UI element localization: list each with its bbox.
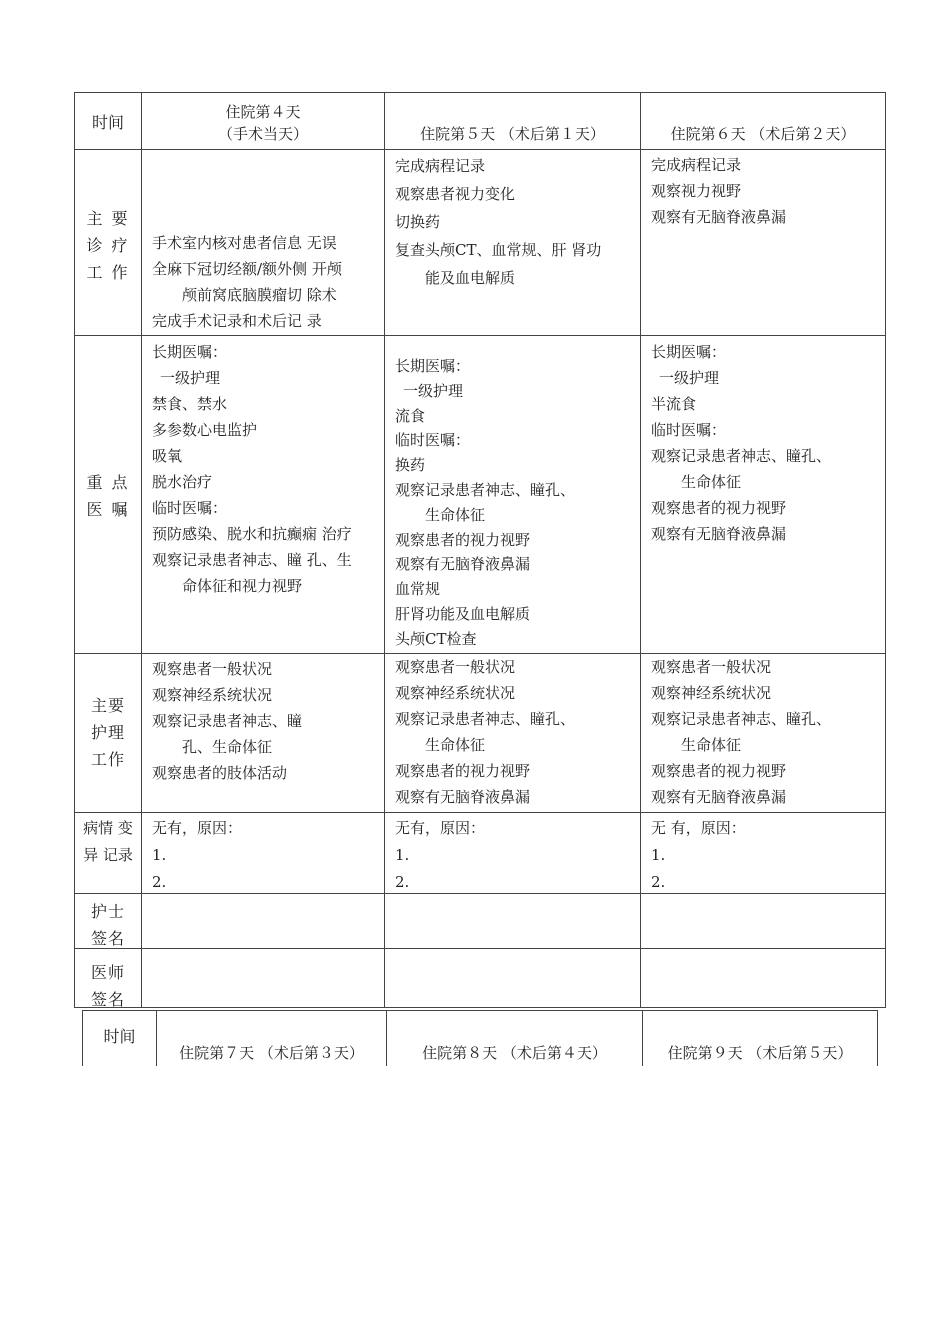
orders-day5: 长期医嘱： 一级护理 流食 临时医嘱： 换药 观察记录患者神志、瞳孔、 生命体征 观察患者的视力视野 观察有无脑脊液鼻漏 血常规 肝肾功能及血电解质 头颅CT检查 [385, 336, 641, 654]
orders-day4: 长期医嘱： 一级护理 禁食、禁水 多参数心电监护 吸氧 脱水治疗 临时医嘱： 预防感染、脱水和抗癫痫 治疗 观察记录患者神志、瞳 孔、生 命体征和视力视野 [142, 336, 385, 654]
nurse-signature-day6[interactable] [641, 894, 885, 949]
row-label-variance: 病情 变 异 记录 [75, 813, 142, 894]
variance-day6: 无 有，原因： 1. 2. [641, 813, 885, 894]
main-work-day4: 手术室内核对患者信息 无误 全麻下冠切经额/额外侧 开颅 颅前窝底脑膜瘤切 除术 完成手术记录和术后记 录 [142, 150, 385, 336]
nursing-day6: 观察患者一般状况 观察神经系统状况 观察记录患者神志、瞳孔、 生命体征 观察患者的视力视野 观察有无脑脊液鼻漏 [641, 654, 885, 813]
nursing-day4: 观察患者一般状况 观察神经系统状况 观察记录患者神志、瞳 孔、生命体征 观察患者的肢体活动 [142, 654, 385, 813]
main-work-day6: 完成病程记录 观察视力视野 观察有无脑脊液鼻漏 [641, 150, 885, 336]
row-label-nursing: 主要 护理 工作 [75, 654, 142, 813]
continuation-day9: 住院第９天 （术后第５天） [667, 1044, 853, 1062]
header-day5: 住院第５天 （术后第１天） [385, 93, 641, 150]
doctor-signature-day5[interactable] [385, 949, 641, 1007]
nurse-signature-day4[interactable] [142, 894, 385, 949]
header-time-label: 时间 [75, 93, 142, 150]
continuation-time-label: 时间 [103, 1027, 136, 1046]
doctor-signature-day6[interactable] [641, 949, 885, 1007]
variance-day4: 无有，原因： 1. 2. [142, 813, 385, 894]
row-label-nurse-signature: 护士 签名 [75, 894, 142, 949]
row-label-doctor-signature: 医师 签名 [75, 949, 142, 1007]
row-label-main-work: 主 要 诊 疗 工 作 [75, 150, 142, 336]
header-day6: 住院第６天 （术后第２天） [641, 93, 885, 150]
nursing-day5: 观察患者一般状况 观察神经系统状况 观察记录患者神志、瞳孔、 生命体征 观察患者的视力视野 观察有无脑脊液鼻漏 [385, 654, 641, 813]
continuation-day8: 住院第８天 （术后第４天） [422, 1044, 607, 1062]
continuation-day7: 住院第７天 （术后第３天） [179, 1044, 364, 1062]
variance-day5: 无有，原因： 1. 2. [385, 813, 641, 894]
main-work-day5: 完成病程记录 观察患者视力变化 切换药 复查头颅CT、血常规、肝 肾功 能及血电解质 [385, 150, 641, 336]
orders-day6: 长期医嘱： 一级护理 半流食 临时医嘱： 观察记录患者神志、瞳孔、 生命体征 观察患者的视力视野 观察有无脑脊液鼻漏 [641, 336, 885, 654]
row-label-orders: 重 点 医 嘱 [75, 336, 142, 654]
doctor-signature-day4[interactable] [142, 949, 385, 1007]
header-day4: 住院第４天 （手术当天） [142, 93, 385, 150]
nurse-signature-day5[interactable] [385, 894, 641, 949]
